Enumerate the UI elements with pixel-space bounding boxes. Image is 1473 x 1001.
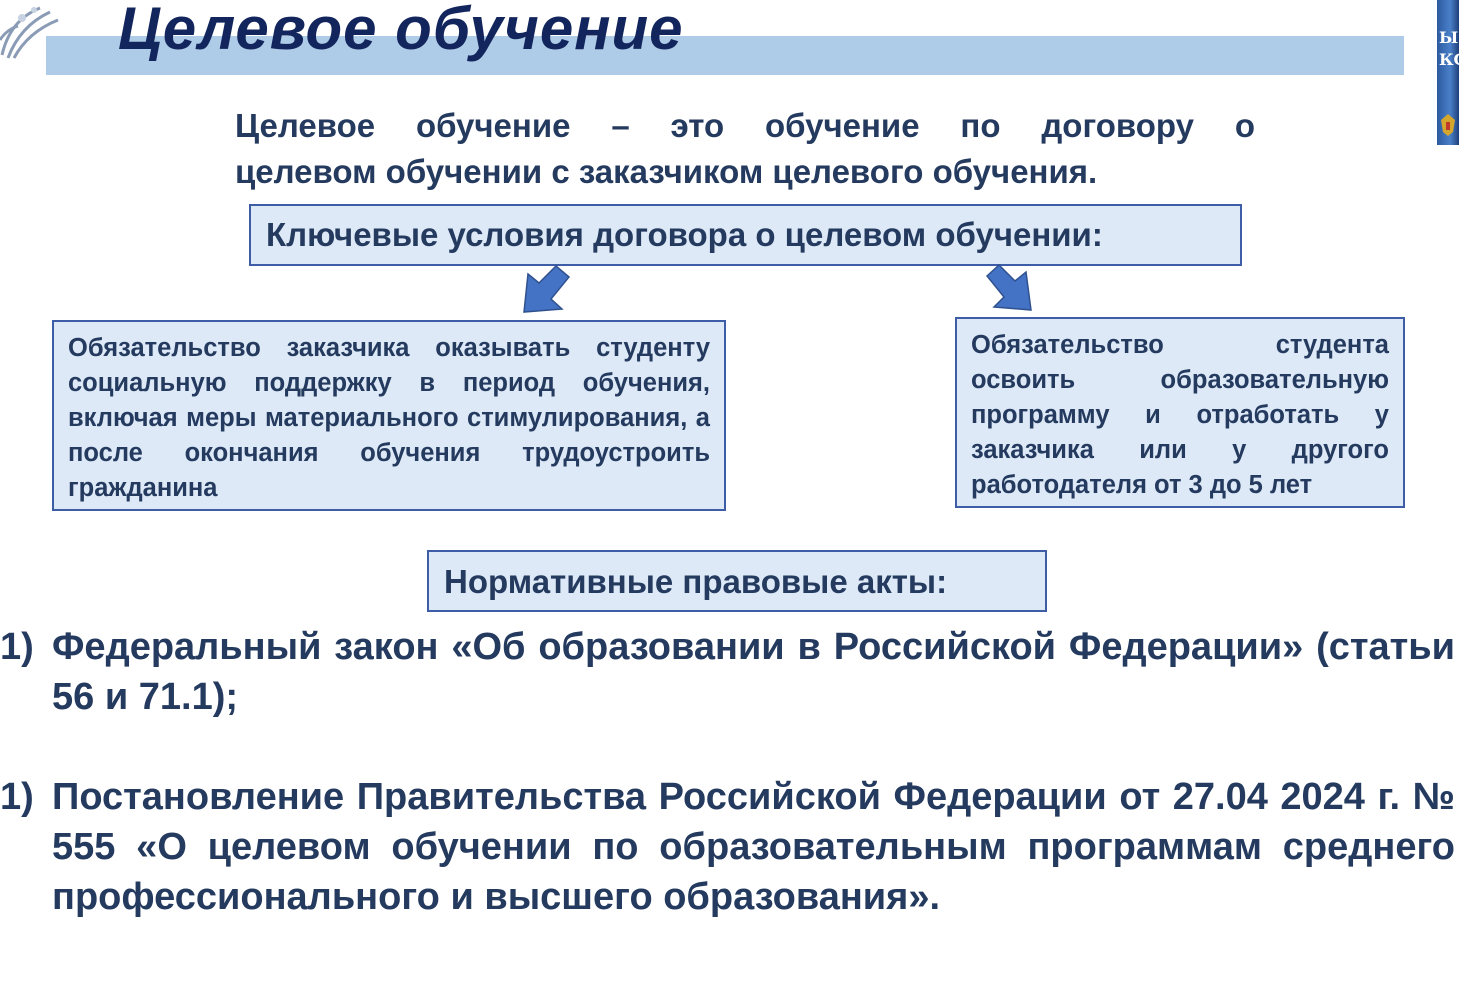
page-title: Целевое обучение <box>118 0 684 62</box>
book-emblem-icon <box>1439 112 1457 138</box>
student-obligation-text: Обязательство студента освоить образовательную программу и отработать у заказчика или у другого работодателя от 3 до 5 лет <box>971 331 1389 499</box>
definition-line-1: Целевое обучение – это обучение по договору о <box>235 107 1255 144</box>
down-arrow-icon <box>985 265 1035 313</box>
down-arrow-icon <box>520 266 572 316</box>
regulations-heading: Нормативные правовые акты: <box>444 563 948 600</box>
customer-obligation-text: Обязательство заказчика оказывать студенту социальную поддержку в период обучения, включая меры материального стимулирования, а после окончания обучения трудоустроить гражданина <box>68 334 710 502</box>
book-cover-text: ЫЙ <box>1439 28 1473 47</box>
list-item-number: 1) <box>0 626 34 668</box>
list-item-number: 1) <box>0 776 34 818</box>
key-conditions-heading: Ключевые условия договора о целевом обучении: <box>266 216 1103 253</box>
list-item <box>0 772 1455 972</box>
customer-obligation-box <box>52 320 726 511</box>
regulations-heading-box <box>427 550 1047 612</box>
student-obligation-box <box>955 317 1405 508</box>
key-conditions-heading-box <box>249 204 1242 266</box>
list-item <box>0 622 1455 722</box>
list-item-text: Федеральный закон «Об образовании в Российской Федерации» (статьи 56 и 71.1); <box>52 626 1455 718</box>
code-book-cover-icon <box>1437 0 1473 145</box>
book-cover-text: КС <box>1439 50 1467 69</box>
list-item-text: Постановление Правительства Российской Федерации от 27.04 2024 г. № 555 «О целевом обучении по образовательным программам среднего профессионального и высшего образования». <box>52 776 1455 918</box>
definition-line-2: целевом обучении с заказчиком целевого обучения. <box>235 153 1098 190</box>
